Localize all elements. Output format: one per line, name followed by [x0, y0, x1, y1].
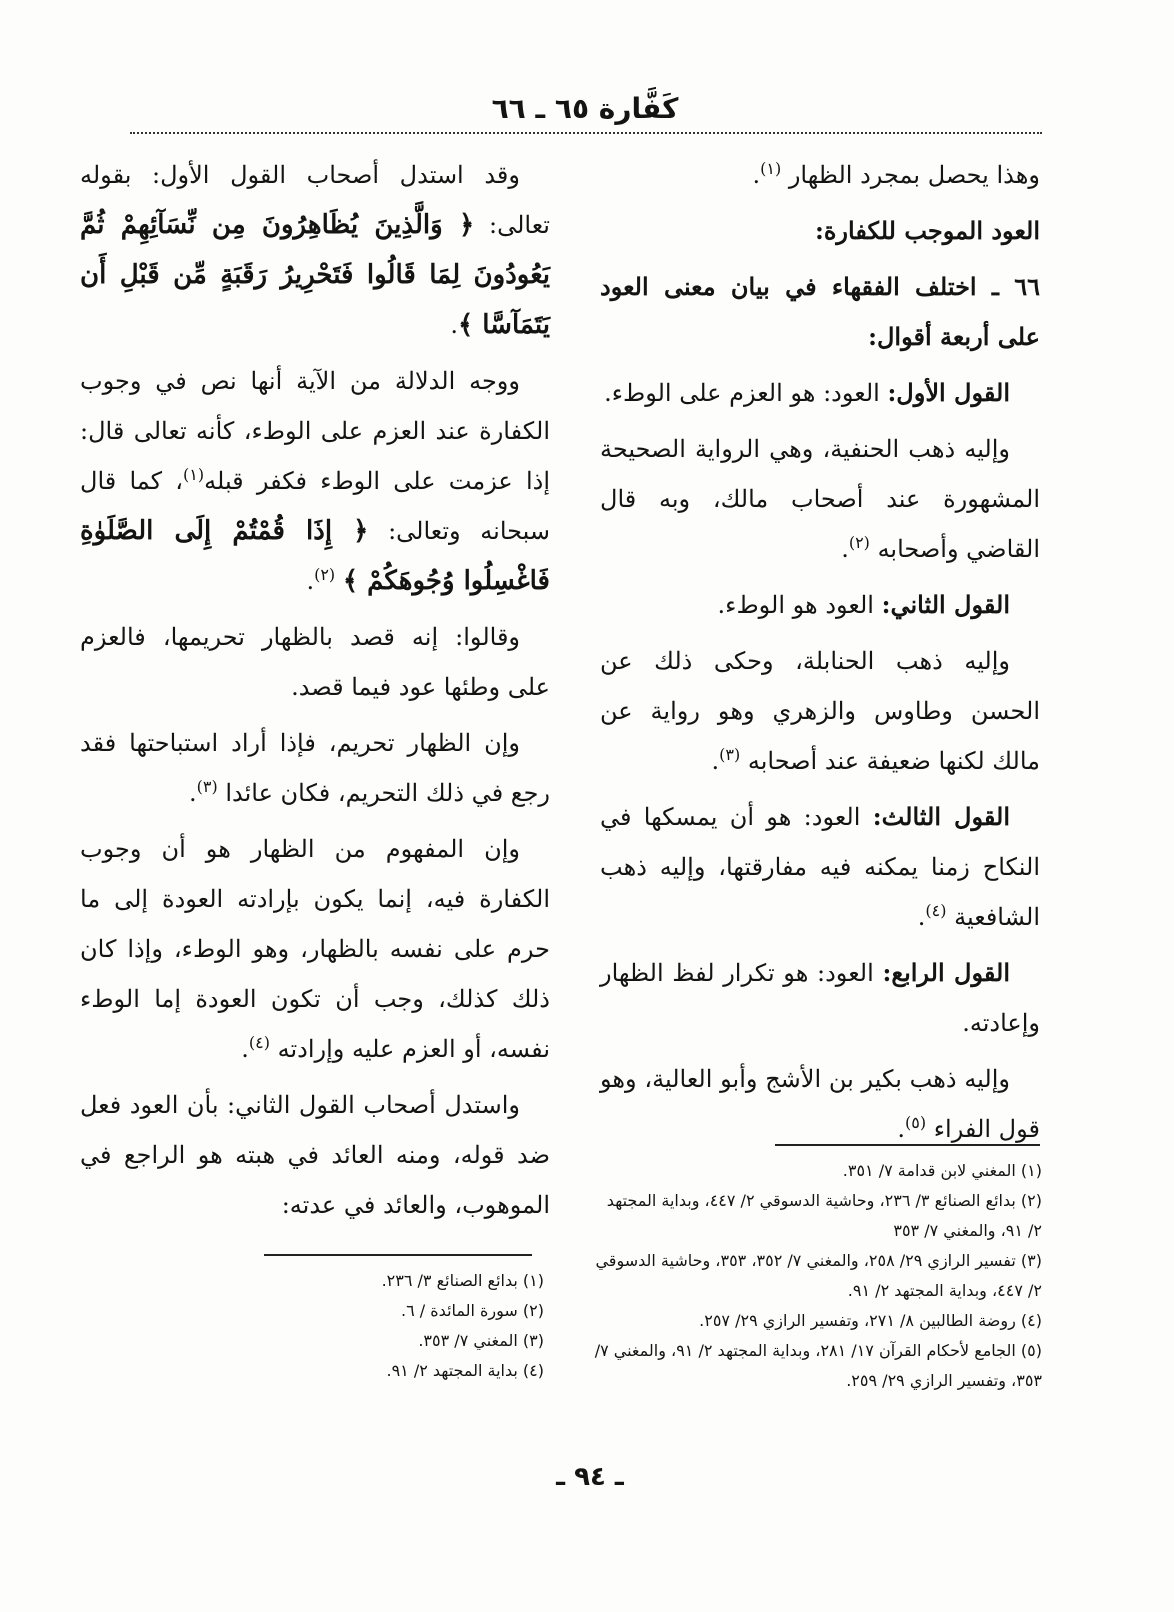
footnote-ref: (٢): [848, 533, 870, 552]
quran-verse: ﴿ وَالَّذِينَ يُظَاهِرُونَ مِن نِّسَآئِهِمْ ثُمَّ يَعُودُونَ لِمَا قَالُوا فَتَحْرِيرُ رَقَبَةٍ مِّن قَبْلِ أَن يَتَمَآسَّا ﴾: [80, 210, 550, 340]
paragraph: وإن الظهار تحريم، فإذا أراد استباحتها فقد رجع في ذلك التحريم، فكان عائدا $^{(٣)}$.: [80, 729, 550, 807]
paragraph: وهذا يحصل بمجرد الظهار $^{(١)}$.: [752, 159, 1040, 189]
paragraph: ٦٦ ـ اختلف الفقهاء في بيان معنى العود على أربعة أقوال:: [600, 272, 1040, 351]
footnote-ref: (٤): [925, 901, 947, 920]
paragraph: وإليه ذهب الحنفية، وهي الرواية الصحيحة المشهورة عند أصحاب مالك، وبه قال القاضي وأصحابه $^{(٢)}$.: [600, 435, 1040, 563]
paragraph: وقد استدل أصحاب القول الأول: بقوله تعالى: ﴿ وَالَّذِينَ يُظَاهِرُونَ مِن نِّسَآئِهِمْ ثُمَّ يَعُودُونَ لِمَا قَالُوا فَتَحْرِيرُ رَقَبَةٍ مِّن قَبْلِ أَن يَتَمَآسَّا ﴾.: [80, 161, 550, 340]
quran-verse: ﴿ إِذَا قُمْتُمْ إِلَى الصَّلَوٰةِ فَاغْسِلُوا وُجُوهَكُمْ ﴾: [80, 516, 550, 596]
footnote-ref: (١): [183, 465, 205, 484]
footnote-ref: (٣): [719, 745, 741, 764]
footnote-rule-right: [775, 1144, 1040, 1146]
paragraph: وإليه ذهب الحنابلة، وحكى ذلك عن الحسن وطاوس والزهري وهو رواية عن مالك لكنها ضعيفة عند أصحابه $^{(٣)}$.: [600, 647, 1040, 775]
footnote: (٥) الجامع لأحكام القرآن ١٧/ ٢٨١، وبداية المجتهد ٢/ ٩١، والمغني ٧/ ٣٥٣، وتفسير الرازي ٢٩/ ٢٥٩.: [594, 1341, 1042, 1390]
opinion-1: القول الأول: العود: هو العزم على الوطء.: [604, 378, 1010, 407]
paragraph: ووجه الدلالة من الآية أنها نص في وجوب الكفارة عند العزم على الوطء، كأنه تعالى قال: إذا عزمت على الوطء فكفر قبله$^{(١)}$، كما قال سبحانه وتعالى: ﴿ إِذَا قُمْتُمْ إِلَى الصَّلَوٰةِ فَاغْسِلُوا وُجُوهَكُمْ ﴾ $^{(٢)}$.: [80, 367, 551, 596]
footnotes-right: [590, 1156, 1042, 1396]
page-number: ـ ٩٤ ـ: [556, 1462, 624, 1492]
footnote: (٢) سورة المائدة / ٦.: [401, 1301, 544, 1320]
footnote-ref: (١): [760, 159, 782, 178]
footnote-ref: (٢): [314, 565, 336, 584]
paragraph: وقالوا: إنه قصد بالظهار تحريمها، فالعزم على وطئها عود فيما قصد.: [80, 623, 550, 701]
paragraph: وإن المفهوم من الظهار هو أن وجوب الكفارة فيه، إنما يكون بإرادته العودة إلى ما حرم على نفسه بالظهار، وهو الوطء، وإذا كان ذلك كذلك، وجب أن تكون العودة إما الوطء نفسه، أو العزم عليه وإرادته $^{(٤)}$.: [80, 835, 550, 1063]
footnote: (١) المغني لابن قدامة ٧/ ٣٥١.: [842, 1161, 1042, 1180]
opinion-4: القول الرابع: العود: هو تكرار لفظ الظهار وإعادته.: [600, 958, 1040, 1037]
paragraph: واستدل أصحاب القول الثاني: بأن العود فعل ضد قوله، ومنه العائد في هبته هو الراجع في الموهوب، والعائد في عدته:: [80, 1091, 550, 1219]
left-column: [80, 150, 550, 1236]
footnote: (٤) بداية المجتهد ٢/ ٩١.: [386, 1361, 544, 1380]
footnote-ref: (٤): [248, 1033, 270, 1052]
footnote: (٤) روضة الطالبين ٨/ ٢٧١، وتفسير الرازي ٢٩/ ٢٥٧.: [699, 1311, 1042, 1330]
footnotes-left: [264, 1266, 544, 1386]
footnote-ref: (٣): [196, 777, 218, 796]
footnote-rule-left: [264, 1254, 532, 1256]
footnote-ref: (٥): [905, 1113, 927, 1132]
opinion-2: القول الثاني: العود هو الوطء.: [717, 590, 1010, 619]
right-column: [600, 150, 1040, 1160]
opinion-3: القول الثالث: العود: هو أن يمسكها في النكاح زمنا يمكنه فيه مفارقتها، وإليه ذهب الشافعية $^{(٤)}$.: [600, 802, 1040, 931]
section-heading: العود الموجب للكفارة:: [815, 216, 1040, 245]
header-dotted-rule: [130, 132, 1042, 134]
paragraph: وإليه ذهب بكير بن الأشج وأبو العالية، وهو قول الفراء $^{(٥)}$.: [600, 1065, 1040, 1143]
footnote: (٣) المغني ٧/ ٣٥٣.: [418, 1331, 544, 1350]
footnote: (١) بدائع الصنائع ٣/ ٢٣٦.: [381, 1271, 544, 1290]
footnote: (٢) بدائع الصنائع ٣/ ٢٣٦، وحاشية الدسوقي ٢/ ٤٤٧، وبداية المجتهد ٢/ ٩١، والمغني ٧/ ٣٥٣: [606, 1191, 1042, 1240]
page-header-title: كَفَّارة ٦٥ ـ ٦٦: [491, 92, 679, 125]
footnote: (٣) تفسير الرازي ٢٩/ ٢٥٨، والمغني ٧/ ٣٥٢، ٣٥٣، وحاشية الدسوقي ٢/ ٤٤٧، وبداية المجتهد ٢/ ٩١.: [595, 1251, 1042, 1300]
